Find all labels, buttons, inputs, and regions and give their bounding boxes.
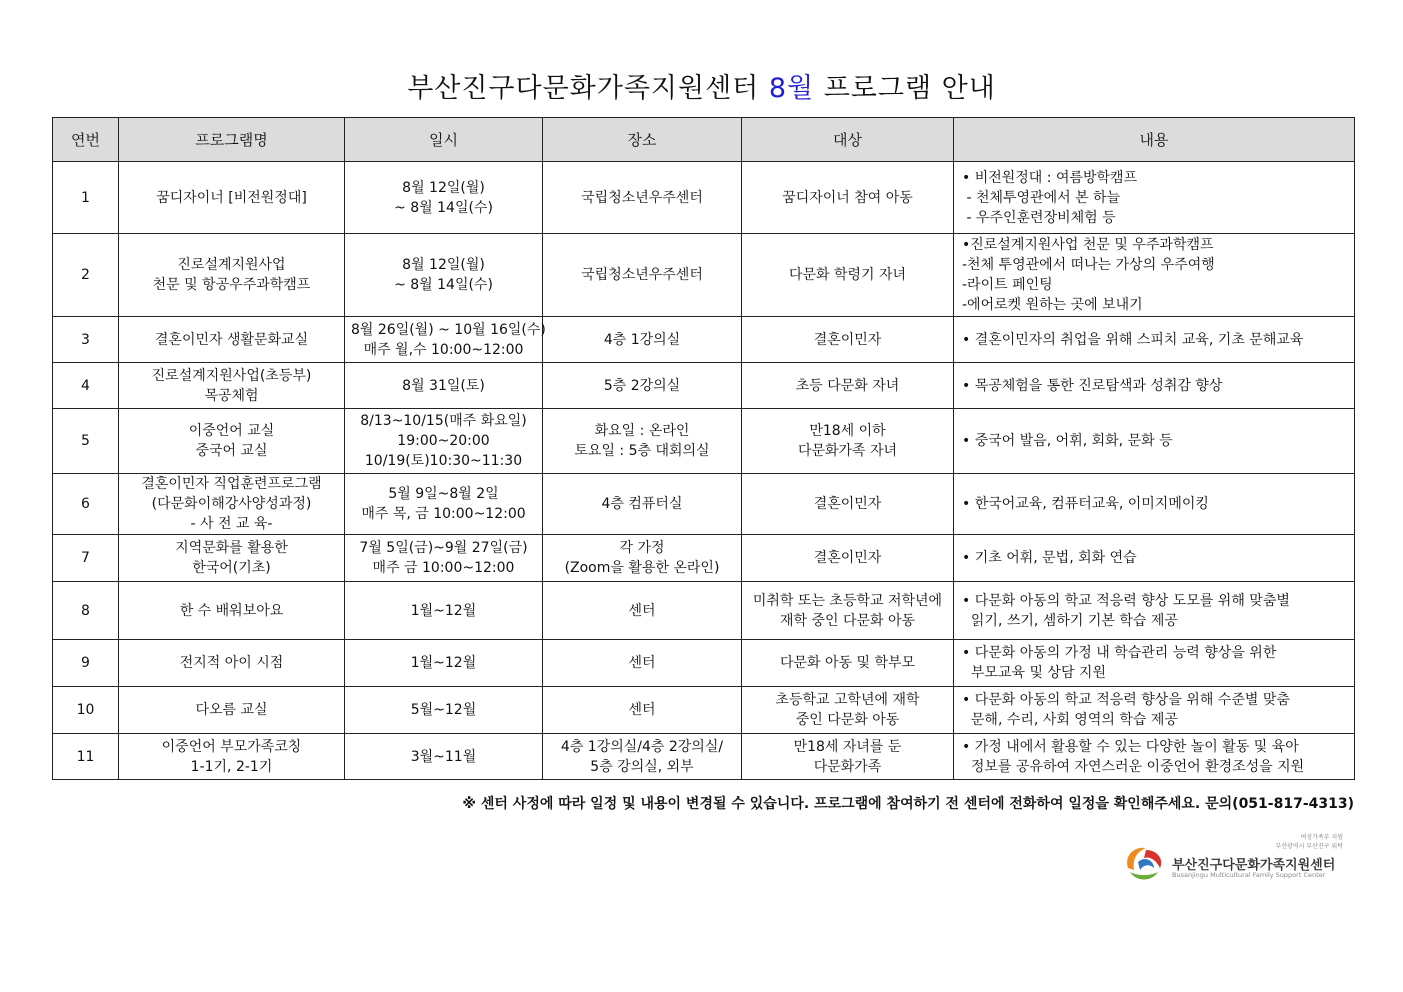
header-name: 프로그램명 [119, 118, 345, 162]
cell-target [742, 582, 954, 640]
cell-content-line: • 결혼이민자의 취업을 위해 스피치 교육, 기초 문해교육 [962, 331, 1304, 348]
cell-name-line: 지역문화를 활용한 [175, 540, 288, 556]
logo-swirl-3 [1138, 859, 1154, 870]
cell-content-line: 문해, 수리, 사회 영역의 학습 제공 [962, 712, 1178, 728]
cell-name-line: 이중언어 교실 [188, 423, 275, 439]
table-header-row [53, 118, 1355, 162]
cell-target [742, 474, 954, 535]
cell-place-line: 4층 1강의실/4층 2강의실/ [560, 738, 724, 755]
title-month: 8월 [768, 73, 815, 104]
table-row [53, 582, 1355, 640]
cell-place-line: 5층 2강의실 [603, 377, 681, 394]
logo-english-name: Busanjingu Multicultural Family Support Center [1172, 871, 1326, 879]
cell-target-line: 꿈디자이너 참여 아동 [782, 189, 913, 206]
cell-no: 6 [53, 474, 119, 535]
cell-content [954, 162, 1355, 234]
cell-place-line: (Zoom을 활용한 온라인) [564, 560, 720, 576]
header-place: 장소 [543, 118, 742, 162]
cell-name [119, 734, 345, 780]
cell-place-line: 4층 1강의실 [603, 331, 681, 348]
cell-target-line: 다문화가족 [813, 758, 882, 775]
cell-content-line: • 비전원정대 : 여름방학캠프 [962, 169, 1138, 186]
cell-content [954, 409, 1355, 474]
cell-date-line: 7월 5일(금)~9월 27일(금) [359, 540, 528, 556]
cell-place [543, 234, 742, 317]
cell-content-line: • 목공체험을 통한 진로탐색과 성취감 향상 [962, 377, 1223, 394]
cell-target [742, 162, 954, 234]
cell-place [543, 734, 742, 780]
table-row [53, 162, 1355, 234]
cell-date-line: 매주 월,수 10:00~12:00 [363, 341, 524, 358]
cell-target-line: 만18세 자녀를 둔 [793, 738, 902, 755]
cell-name [119, 409, 345, 474]
cell-place [543, 474, 742, 535]
cell-date-line: 19:00~20:00 [397, 433, 490, 449]
cell-name [119, 582, 345, 640]
cell-name-line: 목공체험 [204, 387, 259, 404]
cell-name-line: 결혼이민자 생활문화교실 [154, 331, 309, 348]
cell-target-line: 결혼이민자 [813, 550, 882, 566]
cell-place [543, 535, 742, 582]
cell-target-line: 결혼이민자 [813, 331, 882, 348]
header-date: 일시 [345, 118, 543, 162]
cell-content [954, 535, 1355, 582]
cell-content-line: • 기초 어휘, 문법, 회화 연습 [962, 550, 1137, 566]
cell-name-line: 한국어(기초) [192, 560, 271, 576]
cell-content [954, 474, 1355, 535]
logo-sponsor-line: 여성가족부 지원 [1300, 834, 1343, 841]
cell-name-line: 결혼이민자 직업훈련프로그램 [141, 476, 322, 492]
cell-date [345, 582, 543, 640]
cell-target-line: 미취학 또는 초등학교 저학년에 [752, 592, 943, 609]
cell-date-line: ~ 8월 14일(수) [394, 199, 493, 216]
cell-content-line: 부모교육 및 상담 지원 [962, 665, 1106, 681]
cell-place [543, 409, 742, 474]
cell-name-line: 다오름 교실 [195, 702, 268, 718]
cell-place [543, 687, 742, 734]
cell-target [742, 317, 954, 363]
cell-no: 5 [53, 409, 119, 474]
cell-name-line: 진로설계지원사업(초등부) [151, 367, 312, 384]
cell-place [543, 317, 742, 363]
program-table [52, 117, 1355, 780]
cell-date [345, 363, 543, 409]
cell-place-line: 센터 [628, 655, 656, 671]
table-row [53, 734, 1355, 780]
cell-place-line: 국립청소년우주센터 [581, 189, 703, 206]
cell-target-line: 만18세 이하 [809, 423, 886, 439]
cell-date [345, 535, 543, 582]
cell-name-line: 한 수 배워보아요 [179, 602, 284, 619]
cell-content-line: • 가정 내에서 활용할 수 있는 다양한 놀이 활동 및 육아 [962, 738, 1299, 755]
cell-date [345, 640, 543, 687]
table-row [53, 409, 1355, 474]
cell-name-line: 1-1기, 2-1기 [190, 758, 273, 775]
cell-content-line: • 다문화 아동의 가정 내 학습관리 능력 향상을 위한 [962, 645, 1277, 661]
cell-content [954, 234, 1355, 317]
notice-text: ※ 센터 사정에 따라 일정 및 내용이 변경될 수 있습니다. 프로그램에 참여하기 전 센터에 전화하여 일정을 확인해주세요. 문의(051-817-4313) [462, 796, 1354, 812]
cell-name [119, 474, 345, 535]
cell-target [742, 734, 954, 780]
cell-name-line: 꿈디자이너 [비전원정대] [156, 189, 307, 206]
cell-target-line: 초등 다문화 자녀 [795, 377, 900, 394]
cell-date-line: 5월 9일~8월 2일 [388, 486, 499, 502]
cell-target [742, 409, 954, 474]
cell-date-line: 5월~12월 [410, 702, 477, 718]
cell-no: 9 [53, 640, 119, 687]
cell-place-line: 4층 컴퓨터실 [601, 496, 683, 512]
cell-content [954, 640, 1355, 687]
cell-place-line: 5층 강의실, 외부 [590, 758, 694, 775]
cell-content-line: -에어로켓 원하는 곳에 보내기 [962, 297, 1143, 313]
cell-name-line: 진로설계지원사업 [177, 257, 286, 273]
cell-no: 1 [53, 162, 119, 234]
cell-content-line: • 중국어 발음, 어휘, 회화, 문화 등 [962, 433, 1173, 449]
table-row [53, 363, 1355, 409]
cell-no: 2 [53, 234, 119, 317]
cell-content [954, 734, 1355, 780]
title-suffix: 프로그램 안내 [823, 73, 996, 104]
table-row [53, 640, 1355, 687]
cell-target-line: 다문화 아동 및 학부모 [779, 655, 916, 671]
cell-date-line: 8/13~10/15(매주 화요일) [360, 413, 527, 429]
center-logo [1120, 834, 1345, 884]
cell-content [954, 317, 1355, 363]
cell-name-line: 전지적 아이 시점 [179, 655, 284, 671]
cell-date-line: 3월~11월 [410, 748, 477, 765]
cell-name [119, 317, 345, 363]
cell-content [954, 582, 1355, 640]
cell-name-line: - 사 전 교 육- [190, 516, 273, 532]
cell-content-line: 읽기, 쓰기, 셈하기 기본 학습 제공 [962, 612, 1178, 629]
cell-target [742, 363, 954, 409]
cell-date-line: 1월~12월 [410, 655, 477, 671]
cell-target-line: 중인 다문화 아동 [795, 712, 900, 728]
cell-place [543, 640, 742, 687]
header-target: 대상 [742, 118, 954, 162]
cell-name [119, 363, 345, 409]
cell-name-line: 이중언어 부모가족코칭 [161, 738, 302, 755]
cell-content-line: •진로설계지원사업 천문 및 우주과학캠프 [962, 237, 1214, 253]
cell-name [119, 687, 345, 734]
cell-no: 4 [53, 363, 119, 409]
cell-content-line: • 다문화 아동의 학교 적응력 향상 도모를 위해 맞춤별 [962, 592, 1290, 609]
title-prefix: 부산진구다문화가족지원센터 [407, 73, 760, 104]
cell-target [742, 234, 954, 317]
cell-date [345, 162, 543, 234]
cell-place-line: 센터 [628, 702, 656, 718]
cell-name [119, 535, 345, 582]
cell-date-line: 매주 목, 금 10:00~12:00 [361, 506, 526, 522]
cell-place [543, 582, 742, 640]
logo-commission-line: 부산광역시 부산진구 위탁 [1275, 843, 1343, 850]
cell-date-line: 8월 26일(월) ~ 10월 16일(수) [351, 321, 546, 338]
cell-date [345, 687, 543, 734]
cell-date-line: 8월 12일(월) [402, 257, 485, 273]
cell-date-line: 1월~12월 [410, 602, 477, 619]
cell-target [742, 535, 954, 582]
logo-swirl-1 [1130, 872, 1158, 880]
logo-mark-icon [1122, 842, 1166, 882]
cell-date-line: ~ 8월 14일(수) [394, 277, 493, 293]
cell-content [954, 687, 1355, 734]
cell-content [954, 363, 1355, 409]
cell-date [345, 409, 543, 474]
cell-date-line: 10/19(토)10:30~11:30 [364, 453, 523, 469]
cell-date-line: 매주 금 10:00~12:00 [372, 560, 515, 576]
table-row [53, 317, 1355, 363]
cell-content-line: • 다문화 아동의 학교 적응력 향상을 위해 수준별 맞춤 [962, 692, 1290, 708]
cell-date [345, 234, 543, 317]
cell-content-line: -천체 투영관에서 떠나는 가상의 우주여행 [962, 257, 1215, 273]
cell-target-line: 결혼이민자 [813, 496, 882, 512]
cell-target [742, 687, 954, 734]
page-title [0, 66, 1403, 105]
cell-target-line: 다문화가족 자녀 [797, 443, 898, 459]
cell-target [742, 640, 954, 687]
table-row [53, 234, 1355, 317]
cell-name-line: 중국어 교실 [195, 443, 268, 459]
cell-target-line: 재학 중인 다문화 아동 [779, 612, 916, 629]
cell-no: 7 [53, 535, 119, 582]
cell-name [119, 234, 345, 317]
cell-place-line: 화요일 : 온라인 [594, 423, 690, 439]
table-row [53, 535, 1355, 582]
header-content: 내용 [954, 118, 1355, 162]
table-row [53, 687, 1355, 734]
cell-name-line: 천문 및 항공우주과학캠프 [152, 277, 311, 293]
cell-place [543, 162, 742, 234]
cell-no: 3 [53, 317, 119, 363]
header-no: 연번 [53, 118, 119, 162]
cell-target-line: 다문화 학령기 자녀 [788, 267, 907, 283]
cell-date-line: 8월 12일(월) [402, 179, 485, 196]
cell-no: 8 [53, 582, 119, 640]
logo-name: 부산진구다문화가족지원센터 [1172, 858, 1336, 873]
cell-place-line: 국립청소년우주센터 [581, 267, 703, 283]
cell-name [119, 640, 345, 687]
cell-date [345, 734, 543, 780]
cell-name-line: (다문화이해강사양성과정) [151, 496, 312, 512]
cell-target-line: 초등학교 고학년에 재학 [775, 692, 920, 708]
cell-name [119, 162, 345, 234]
cell-content-line: - 우주인훈련장비체험 등 [962, 209, 1116, 226]
cell-content-line: - 천체투영관에서 본 하늘 [962, 189, 1121, 206]
cell-date-line: 8월 31일(토) [402, 377, 485, 394]
cell-date [345, 317, 546, 363]
table-row [53, 474, 1355, 535]
cell-content-line: • 한국어교육, 컴퓨터교육, 이미지메이킹 [962, 496, 1209, 512]
cell-date [345, 474, 543, 535]
cell-place [543, 363, 742, 409]
cell-place-line: 센터 [628, 602, 656, 619]
cell-content-line: -라이트 페인팅 [962, 277, 1053, 293]
cell-place-line: 토요일 : 5층 대회의실 [574, 443, 710, 459]
cell-no: 11 [53, 734, 119, 780]
cell-content-line: 정보를 공유하여 자연스러운 이중언어 환경조성을 지원 [962, 758, 1305, 775]
cell-no: 10 [53, 687, 119, 734]
cell-place-line: 각 가정 [619, 540, 665, 556]
